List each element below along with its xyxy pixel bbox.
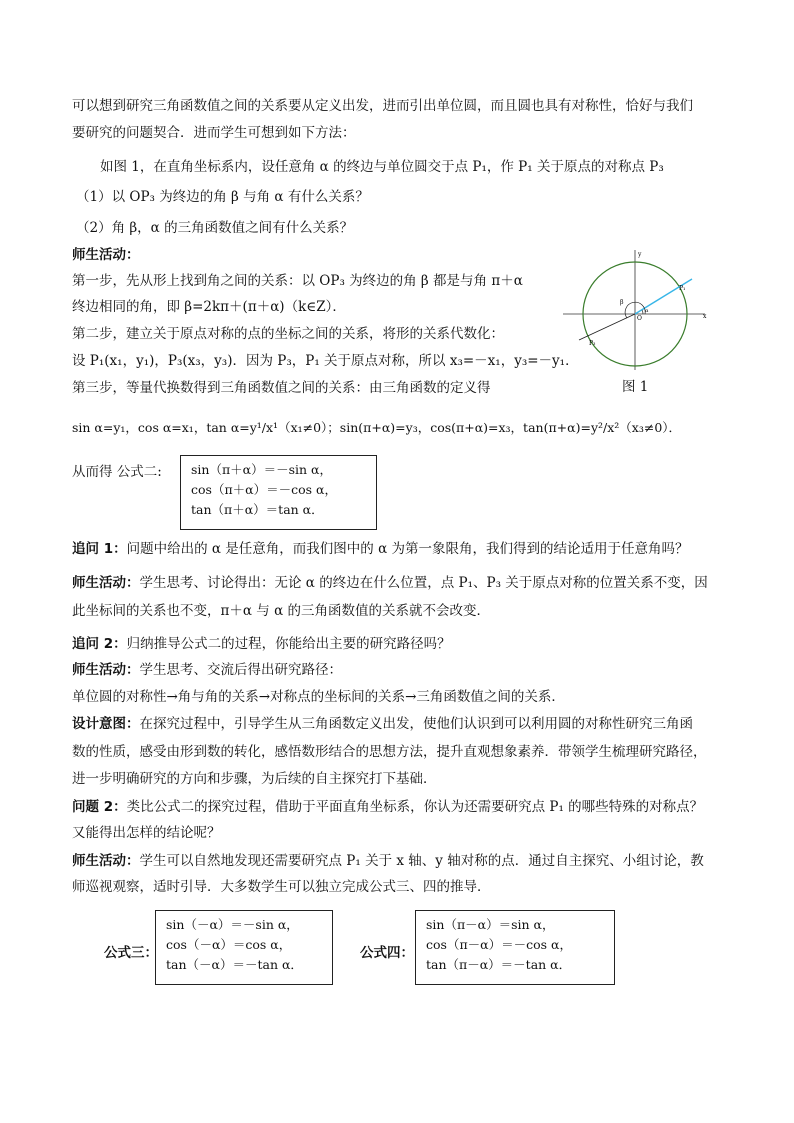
- problem-2-line-2: 又能得出怎样的结论呢？: [72, 825, 221, 841]
- formula3-line-tan: tan（－α）＝－tan α．: [166, 957, 303, 972]
- formula3-label: 公式三：: [104, 945, 158, 961]
- problem-2-text-1: 类比公式二的探究过程，借助于平面直角坐标系，你认为还需要研究点 P₁ 的哪些特殊的对称点？: [126, 799, 704, 815]
- formula3-line-sin: sin（－α）＝－sin α，: [166, 917, 299, 932]
- formula3-line-cos: cos（－α）＝cos α，: [166, 937, 292, 952]
- activity-4-line-2: 师巡视观察，适时引导．大多数学生可以独立完成公式三、四的推导．: [72, 879, 491, 895]
- activity-label-2: 师生活动：: [72, 575, 140, 591]
- activity-2-line-1: [72, 573, 708, 593]
- formula4-line-cos: cos（π－α）＝－cos α，: [426, 937, 572, 952]
- formula4-line-sin: sin（π－α）＝sin α，: [426, 917, 555, 932]
- formula-line: sin α=y₁，cos α=x₁，tan α=y¹/x¹（x₁≠0）；sin(π+α)=y₃，cos(π+α)=x₃，tan(π+α)=y²/x²（x₃≠0）．: [72, 420, 682, 435]
- formula4-line-tan: tan（π－α）＝－tan α．: [426, 957, 572, 972]
- activity-3-line-1: [72, 660, 342, 680]
- axis-y-label: y: [638, 251, 642, 258]
- formula4-label: 公式四：: [360, 945, 414, 961]
- design-intent-label: 设计意图：: [72, 716, 140, 732]
- follow-up-2-text: 归纳推导公式二的过程，你能给出主要的研究路径吗？: [126, 636, 451, 652]
- follow-up-2: [72, 634, 451, 654]
- formula2-line-tan: tan（π＋α）＝tan α．: [191, 502, 324, 517]
- alpha-label: α: [645, 308, 649, 314]
- activity-2-line-2: 此坐标间的关系也不变，π＋α 与 α 的三角函数值的关系就不会改变．: [72, 603, 490, 619]
- point-p1-label: P₁: [679, 285, 686, 292]
- point-p3-label: P₃: [589, 340, 596, 347]
- follow-up-1-text: 问题中给出的 α 是任意角，而我们图中的 α 为第一象限角，我们得到的结论适用于任意角吗？: [126, 541, 689, 557]
- formula2-lead: 从而得 公式二:: [72, 464, 162, 480]
- activity-3-text: 学生思考、交流后得出研究路径：: [139, 662, 342, 678]
- axis-x-label: x: [703, 313, 707, 320]
- activity-4-text-1: 学生可以自然地发现还需要研究点 P₁ 关于 x 轴、y 轴对称的点．通过自主探究、小组讨论，教: [139, 853, 704, 869]
- formula2-box: [180, 455, 377, 530]
- step-1a: 第一步，先从形上找到角之间的关系：以 OP₃ 为终边的角 β 都是与角 π＋α: [72, 273, 523, 289]
- unit-circle-figure: [555, 248, 715, 373]
- formula4-box: [415, 910, 615, 985]
- alpha-arc: [642, 310, 643, 314]
- paragraph-figure-setup: 如图 1，在直角坐标系内，设任意角 α 的终边与单位圆交于点 P₁，作 P₁ 关于原点的对称点 P₃: [100, 159, 664, 175]
- problem-2-label: 问题 2：: [72, 799, 127, 815]
- paragraph-intro-2: 要研究的问题契合．进而学生可想到如下方法：: [72, 125, 356, 141]
- activity-4-line-1: [72, 851, 704, 871]
- problem-2-line-1: [72, 797, 703, 817]
- research-path: 单位圆的对称性→角与角的关系→对称点的坐标间的关系→三角函数值之间的关系．: [72, 689, 565, 705]
- step-1b: 终边相同的角，即 β=2kπ＋(π＋α)（k∈Z）．: [72, 299, 346, 315]
- beta-label: β: [620, 299, 624, 306]
- question-1: （1）以 OP₃ 为终边的角 β 与角 α 有什么关系？: [76, 189, 369, 205]
- activity-label-3: 师生活动：: [72, 662, 140, 678]
- origin-label: O: [637, 315, 642, 322]
- step-3: 第三步，等量代换数得到三角函数值之间的关系：由三角函数的定义得: [72, 380, 491, 396]
- follow-up-2-label: 追问 2：: [72, 636, 127, 652]
- figure-caption: 图 1: [622, 379, 649, 395]
- step-2a: 第二步，建立关于原点对称的点的坐标之间的关系，将形的关系代数化：: [72, 326, 504, 342]
- follow-up-1: [72, 539, 689, 559]
- formula2-line-cos: cos（π＋α）＝－cos α，: [191, 482, 337, 497]
- activity-label-4: 师生活动：: [72, 853, 140, 869]
- design-intent-line-3: 进一步明确研究的方向和步骤，为后续的自主探究打下基础．: [72, 771, 437, 787]
- follow-up-1-label: 追问 1：: [72, 541, 127, 557]
- formula3-box: [155, 910, 333, 985]
- design-intent-line-2: 数的性质，感受由形到数的转化，感悟数形结合的思想方法，提升直观想象素养．带领学生梳理研究路径，: [72, 744, 707, 760]
- formula2-line-sin: sin（π＋α）＝－sin α，: [191, 462, 332, 477]
- paragraph-intro-1: 可以想到研究三角函数值之间的关系要从定义出发，进而引出单位圆，而且圆也具有对称性，恰好与我们: [72, 98, 693, 114]
- activity-2-text-1: 学生思考、讨论得出：无论 α 的终边在什么位置，点 P₁、P₃ 关于原点对称的位置关系不变，因: [139, 575, 708, 591]
- design-intent-text-1: 在探究过程中，引导学生从三角函数定义出发，使他们认识到可以利用圆的对称性研究三角函: [139, 716, 693, 732]
- activity-label-1: 师生活动：: [72, 247, 140, 263]
- question-2: （2）角 β，α 的三角函数值之间有什么关系？: [76, 220, 354, 236]
- design-intent-line-1: [72, 714, 693, 734]
- step-2b: 设 P₁(x₁，y₁)，P₃(x₃，y₃)．因为 P₃，P₁ 关于原点对称，所以 x₃=－x₁，y₃=－y₁．: [72, 353, 579, 369]
